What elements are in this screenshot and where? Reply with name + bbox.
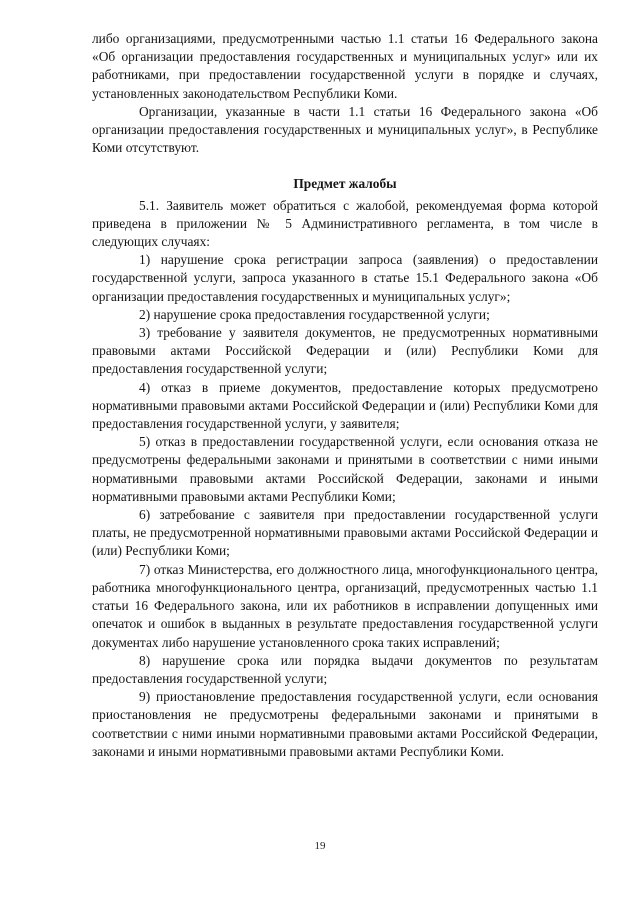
list-item: 3) требование у заявителя документов, не предусмотренных нормативными правовыми актами Российской Федерации и (или) Республики Коми для предоставления государственной услуги; bbox=[92, 325, 598, 377]
list-item: 8) нарушение срока или порядка выдачи документов по результатам предоставления государственной услуги; bbox=[92, 652, 598, 686]
document-page bbox=[92, 30, 598, 761]
list-item: 1) нарушение срока регистрации запроса (заявления) о предоставлении государственной услуги, запроса указанного в статье 15.1 Федерального закона «Об организации предоставления государственных и муниципальных услуг»; bbox=[92, 252, 598, 304]
list-item: 6) затребование с заявителя при предоставлении государственной услуги платы, не предусмотренной нормативными правовыми актами Российской Федерации и (или) Республики Коми; bbox=[92, 507, 598, 559]
paragraph-intro: 5.1. Заявитель может обратиться с жалобой, рекомендуемая форма которой приведена в приложении № 5 Административного регламента, в том числе в следующих случаях: bbox=[92, 197, 598, 250]
list-item: 7) отказ Министерства, его должностного лица, многофункционального центра, работника многофункционального центра, организаций, предусмотренных частью 1.1 статьи 16 Федерального закона, или их работников в исправлении допущенных ими опечаток и ошибок в выданных в результате предоставления государственной услуги документах либо нарушение установленного срока таких исправлений; bbox=[92, 561, 598, 650]
paragraph-continuation: либо организациями, предусмотренными частью 1.1 статьи 16 Федерального закона «Об организации предоставления государственных и муниципальных услуг» или их работниками, при предоставлении государственной услуги в порядке и случаях, установленных законодательством Республики Коми. bbox=[92, 31, 598, 101]
list-item: 9) приостановление предоставления государственной услуги, если основания приостановления не предусмотрены федеральными законами и принятыми в соответствии с ними иными нормативными правовыми актами Российской Федерации, законами и иными нормативными правовыми актами Республики Коми. bbox=[92, 689, 598, 759]
list-item: 4) отказ в приеме документов, предоставление которых предусмотрено нормативными правовыми актами Российской Федерации и (или) Республики Коми для предоставления государственной услуги, у заявителя; bbox=[92, 379, 598, 432]
page-number: 19 bbox=[314, 840, 326, 852]
list-item: 2) нарушение срока предоставления государственной услуги; bbox=[139, 306, 490, 322]
section-heading: Предмет жалобы bbox=[293, 176, 397, 192]
paragraph-organizations: Организации, указанные в части 1.1 статьи 16 Федерального закона «Об организации предоставления государственных и муниципальных услуг», в Республике Коми отсутствуют. bbox=[92, 103, 598, 156]
list-item: 5) отказ в предоставлении государственной услуги, если основания отказа не предусмотрены федеральными законами и принятыми в соответствии с ними иными нормативными правовыми актами Российской Федерации, законами и иными нормативными правовыми актами Республики Коми; bbox=[92, 434, 598, 504]
